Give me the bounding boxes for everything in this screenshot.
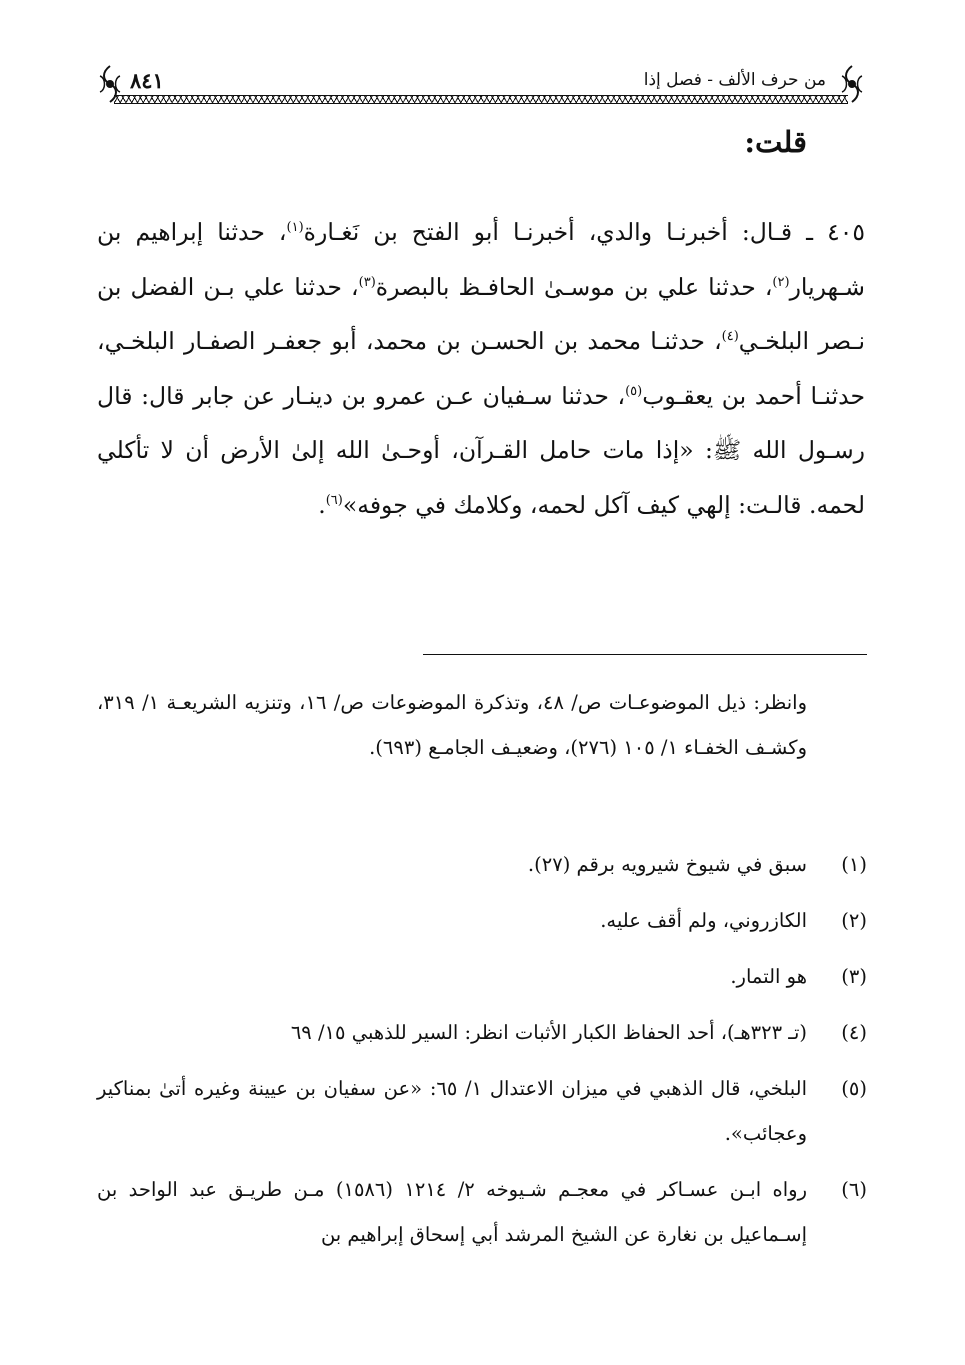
paragraph-text: . bbox=[318, 490, 326, 519]
footnote-item bbox=[97, 954, 867, 999]
paragraph-text: ، حدثنـا محمد بن الحسـن بن محمد، أبو جعفـر الصفـار البلخـي، حدثنـا أحمد بن يعقـوب bbox=[97, 327, 865, 410]
footnote-item bbox=[97, 1167, 867, 1257]
footnote-list bbox=[97, 842, 867, 1268]
footnote-number: (٦) bbox=[841, 1178, 867, 1201]
section-heading: قلت: bbox=[744, 125, 807, 159]
footnote-ref[interactable]: (٢) bbox=[772, 274, 790, 290]
footnote-ref[interactable]: (٣) bbox=[358, 274, 376, 290]
footnote-text: الكازروني، ولم أقف عليه. bbox=[600, 909, 807, 932]
footnote-text: رواه ابـن عسـاكر في معجـم شـيوخه ٢/ ١٢١٤ (١٥٨٦) مـن طريـق عبد الواحد بن إسـماعيل بن نغارة عن الشيخ المرشد أبي إسحاق إبراهيم بن bbox=[97, 1178, 807, 1246]
hadith-paragraph bbox=[97, 205, 865, 532]
running-title: من حرف الألف - فصل إذا bbox=[643, 70, 826, 90]
header-decorative-rule bbox=[114, 95, 848, 104]
footnote-text: البلخي، قال الذهبي في ميزان الاعتدال ١/ ٦٥: «عن سفيان بن عيينة وغيره أتىٰ بمناكير وعجائب». bbox=[97, 1077, 807, 1145]
page-number: ٨٤١ bbox=[130, 68, 164, 93]
footnote-number: (٣) bbox=[841, 965, 867, 988]
footnote-text: هو التمار. bbox=[730, 965, 807, 988]
footnote-text: سبق في شيوخ شيرويه برقم (٢٧). bbox=[527, 853, 807, 876]
footnote-number: (٢) bbox=[841, 909, 867, 932]
paragraph-text: ، حدثنا إبراهيم بن شـهريار bbox=[97, 218, 865, 301]
paragraph-text: ٤٠٥ ـ قـال: أخبرنـا والدي، أخبرنـا أبو الفتح بن نَغـارة bbox=[303, 218, 865, 246]
footnote-separator bbox=[423, 654, 867, 655]
paragraph-text: ، حدثنا علي بـن الفضل بن نـصر البلخـي bbox=[97, 272, 865, 355]
footnote-item bbox=[97, 1010, 867, 1055]
footnote-ref[interactable]: (٥) bbox=[625, 383, 643, 399]
footnote-number: (٤) bbox=[841, 1021, 867, 1044]
footnote-ref[interactable]: (٦) bbox=[325, 492, 343, 508]
paragraph-text: ، حدثنا علي بن موسـىٰ الحافـظ بالبصرة bbox=[375, 272, 773, 301]
paragraph-text: ، حدثنا سـفيان عـن عمرو بن دينـار عن جابر قال: قال رسـول الله ﷺ: «إذا مات حامل القـرآن، أوحـىٰ الله إلىٰ الأرض أن لا تأكلي لحمه. قالـت: إلهي كيف آكل لحمه، وكلامك في جوفه» bbox=[97, 381, 865, 519]
footnote-continuation: وانظر: ذيل الموضوعـات ص/ ٤٨، وتذكرة الموضوعات ص/ ١٦، وتنزيه الشريعـة ١/ ٣١٩، وكشـف الخفـاء ١/ ١٠٥ (٢٧٦)، وضعيـف الجامـع (٦٩٣). bbox=[97, 691, 808, 759]
footnote-number: (٥) bbox=[841, 1077, 867, 1100]
footnote-item bbox=[97, 1066, 867, 1156]
footnote-item bbox=[97, 842, 867, 887]
footnote-number: (١) bbox=[841, 853, 867, 876]
footnote-text: (تـ ٣٢٣هـ)، أحد الحفاظ الكبار الأثبات انظر: السير للذهبي ١٥/ ٦٩ bbox=[290, 1021, 807, 1044]
footnote-ref[interactable]: (٤) bbox=[721, 329, 739, 345]
footnote-ref[interactable]: (١) bbox=[286, 220, 304, 236]
page-header bbox=[96, 62, 866, 108]
footnote-item bbox=[97, 898, 867, 943]
